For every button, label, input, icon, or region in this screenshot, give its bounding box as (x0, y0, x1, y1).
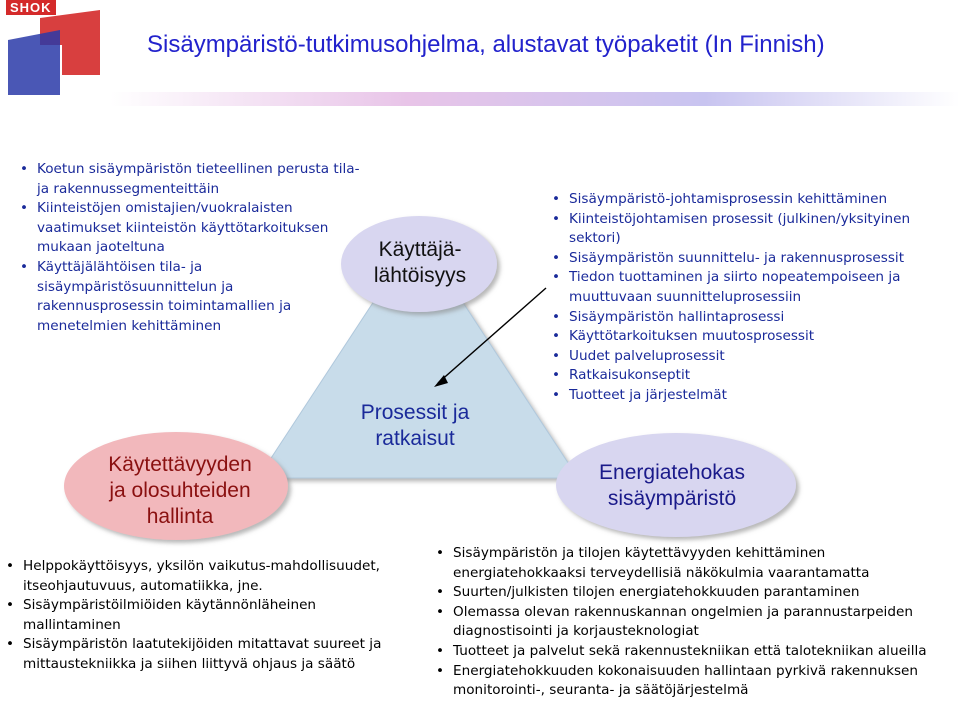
list-item: • Koetun sisäympäristön tieteellinen perusta tila- ja rakennussegmenteittäin (20, 160, 360, 199)
top-left-list (20, 160, 360, 336)
usability-label (80, 452, 280, 530)
list-item: • Käyttäjälähtöisen tila- ja sisäympäristösuunnittelun ja rakennusprosessin toimintamallien ja menetelmien kehittäminen (20, 258, 360, 336)
energy-efficient-text: Energiatehokas sisäympäristö (599, 461, 745, 510)
list-item: • Sisäympäristön laatutekijöiden mitattavat suureet ja mittaustekniikka ja siihen liittyvä ohjaus ja säätö (6, 635, 416, 674)
list-item: • Sisäympäristön ja tilojen käytettävyyden kehittäminen energiatehokkaaksi terveydellisiä näkökulmia vaarantamatta (436, 544, 960, 583)
user-driven-text: Käyttäjä- lähtöisyys (373, 238, 467, 287)
page-title: Sisäympäristö-tutkimusohjelma, alustavat työpaketit (In Finnish) (147, 31, 825, 58)
list-item: • Tuotteet ja järjestelmät (552, 386, 952, 406)
list-item: • Tuotteet ja palvelut sekä rakennustekniikan että talotekniikan alueilla (436, 642, 960, 662)
user-driven-label (355, 237, 485, 289)
list-item: • Sisäympäristön hallintaprosessi (552, 308, 952, 328)
list-item: • Uudet palveluprosessit (552, 347, 952, 367)
list-item: • Sisäympäristö-johtamisprosessin kehittäminen (552, 190, 952, 210)
processes-text: Prosessit ja ratkaisut (360, 401, 470, 450)
list-item: • Energiatehokkuuden kokonaisuuden hallintaan pyrkivä rakennuksen monitorointi-, seuranta- ja säätöjärjestelmä (436, 662, 960, 701)
list-item: • Olemassa olevan rakennuskannan ongelmien ja parannustarpeiden diagnostisointi ja korjausteknologiat (436, 603, 960, 642)
logo-text: SHOK (6, 0, 56, 15)
list-item: • Kiinteistöjen omistajien/vuokralaisten vaatimukset kiinteistön käyttötarkoituksen mukaan jaoteltuna (20, 199, 360, 258)
list-item: • Kiinteistöjohtamisen prosessit (julkinen/yksityinen sektori) (552, 210, 952, 249)
list-item: • Sisäympäristöilmiöiden käytännönläheinen mallintaminen (6, 596, 416, 635)
processes-label (340, 400, 490, 452)
list-item: • Ratkaisukonseptit (552, 366, 952, 386)
list-item: • Käyttötarkoituksen muutosprosessit (552, 327, 952, 347)
bottom-left-list (6, 557, 416, 675)
list-item: • Helppokäyttöisyys, yksilön vaikutus-mahdollisuudet, itseohjautuvuus, automatiikka, jne. (6, 557, 416, 596)
list-item: • Suurten/julkisten tilojen energiatehokkuuden parantaminen (436, 583, 960, 603)
bottom-right-list (436, 544, 960, 701)
usability-text: Käytettävyyden ja olosuhteiden hallinta (108, 453, 252, 528)
list-item: • Tiedon tuottaminen ja siirto nopeatempoiseen ja muuttuvaan suunnitteluprosessiin (552, 268, 952, 307)
energy-efficient-label (582, 460, 762, 512)
list-item: • Sisäympäristön suunnittelu- ja rakennusprosessit (552, 249, 952, 269)
top-right-list (552, 190, 952, 406)
